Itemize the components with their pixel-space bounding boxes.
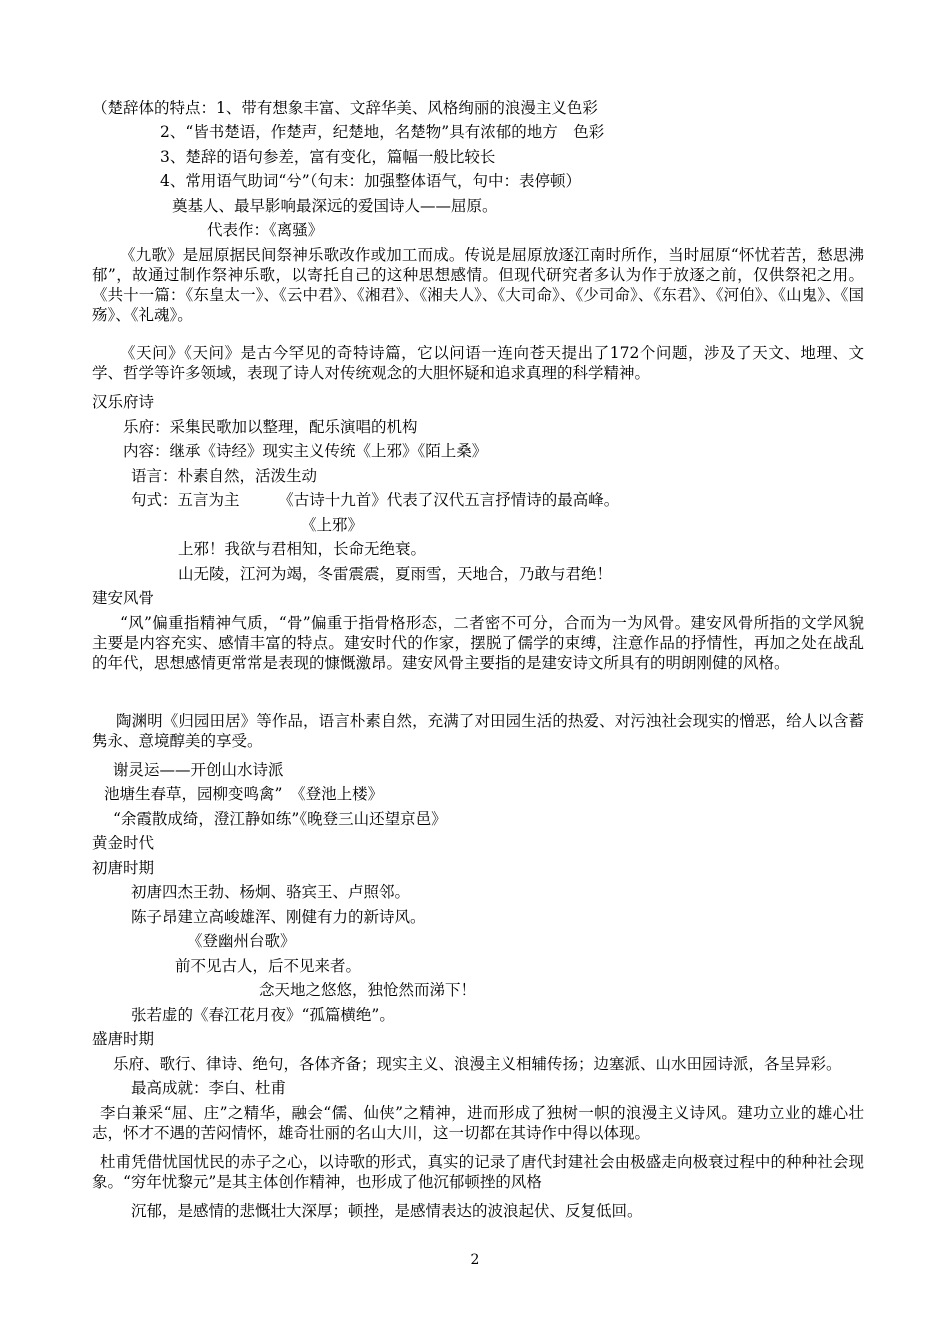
chuci-features-line-1: （楚辞体的特点：1、带有想象丰富、文辞华美、风格绚丽的浪漫主义色彩 xyxy=(92,99,598,117)
chuci-features-line-4: 4、常用语气助词“兮”（句末：加强整体语气，句中：表停顿） xyxy=(160,172,581,190)
poem-line-youzhou-2: 念天地之悠悠，独怆然而涕下！ xyxy=(259,981,477,999)
zhang-ruoxu-line: 张若虚的《春江花月夜》“孤篇横绝”。 xyxy=(131,1006,395,1024)
yuefu-language-line: 语言：朴素自然，活泼生动 xyxy=(131,467,318,485)
section-heading-jian-an: 建安风骨 xyxy=(92,589,155,607)
section-heading-golden-age: 黄金时代 xyxy=(92,834,155,852)
section-heading-early-tang: 初唐时期 xyxy=(92,859,155,877)
li-bai-paragraph: 李白兼采“屈、庄”之精华，融会“儒、仙侠”之精神，进而形成了独树一帜的浪漫主义诗风。建功立业的雄心壮志，怀才不遇的苦闷情怀，雄奇壮丽的名山大川，这一切都在其诗作中得以体现。 xyxy=(92,1104,864,1142)
chenyu-dunc-line: 沉郁，是感情的悲慨壮大深厚；顿挫，是感情表达的波浪起伏、反复低回。 xyxy=(131,1202,643,1220)
jian-an-paragraph: “风”偏重指精神气质，“骨”偏重于指骨格形态，二者密不可分，合而为一为风骨。建安风骨所指的文学风貌主要是内容充实、感情丰富的特点。建安时代的作家，摆脱了儒学的束缚，注意作品的抒情性，再加之处在战乱的年代，思想感情更常常是表现的慷慨激昂。建安风骨主要指的是建安诗文所具有的明朗刚健的风格。 xyxy=(92,614,864,672)
yuefu-form-line: 句式：五言为主 《古诗十九首》代表了汉代五言抒情诗的最高峰。 xyxy=(131,491,620,509)
poem-title-shangye: 《上邪》 xyxy=(301,516,364,534)
high-tang-overview-line: 乐府、歌行、律诗、绝句，各体齐备；现实主义、浪漫主义相辅传扬；边塞派、山水田园诗派，各呈异彩。 xyxy=(113,1055,842,1073)
yuefu-definition-line: 乐府：采集民歌加以整理，配乐演唱的机构 xyxy=(123,418,418,436)
tao-yuanming-paragraph: 陶渊明《归园田居》等作品，语言朴素自然，充满了对田园生活的热爱、对污浊社会现实的憎恶，给人以含蓄隽永、意境醇美的享受。 xyxy=(92,712,864,750)
four-talents-line: 初唐四杰王勃、杨炯、骆宾王、卢照邻。 xyxy=(131,883,411,901)
chen-ziang-line: 陈子昂建立高峻雄浑、刚健有力的新诗风。 xyxy=(131,908,426,926)
poem-line-youzhou-1: 前不见古人，后不见来者。 xyxy=(175,957,362,975)
poem-line-shangye-2: 山无陵，江河为竭，冬雷震震，夏雨雪，天地合，乃敢与君绝！ xyxy=(178,565,613,583)
jiuge-paragraph: 《九歌》是屈原据民间祭神乐歌改作或加工而成。传说是屈原放逐江南时所作，当时屈原“怀忧若苦，愁思沸郁”，故通过制作祭神乐歌，以寄托自己的这种思想感情。但现代研究者多认为作于放逐之前，仅供祭祀之用。《共十一篇：《东皇太一》、《云中君》、《湘君》、《湘夫人》、《大司命》、《少司命》、《东君》、《河伯》、《山鬼》、《国殇》、《礼魂》。 xyxy=(92,246,864,324)
xie-lingyun-line: 谢灵运——开创山水诗派 xyxy=(113,761,284,779)
xie-lingyun-verse-2: “余霞散成绮，澄江静如练”《晚登三山还望京邑》 xyxy=(113,810,447,828)
qu-yuan-line: 奠基人、最早影响最深远的爱国诗人——屈原。 xyxy=(172,197,498,215)
poem-line-shangye-1: 上邪！我欲与君相知，长命无绝衰。 xyxy=(178,540,427,558)
section-heading-high-tang: 盛唐时期 xyxy=(92,1030,155,1048)
yuefu-content-line: 内容：继承《诗经》现实主义传统《上邪》《陌上桑》 xyxy=(123,442,488,460)
representative-work-line: 代表作：《离骚》 xyxy=(207,221,324,239)
xie-lingyun-verse-1: 池塘生春草，园柳变鸣禽” 《登池上楼》 xyxy=(104,785,384,803)
chuci-features-line-2: 2、“皆书楚语，作楚声，纪楚地，名楚物”具有浓郁的地方 色彩 xyxy=(160,123,605,141)
page-number: 2 xyxy=(470,1252,480,1268)
highest-achievement-line: 最高成就：李白、杜甫 xyxy=(131,1079,287,1097)
chuci-features-line-3: 3、楚辞的语句参差，富有变化，篇幅一般比较长 xyxy=(160,148,496,166)
tianwen-paragraph: 《天问》《天问》是古今罕见的奇特诗篇，它以问语一连向苍天提出了172个问题，涉及了天文、地理、文学、哲学等许多领域，表现了诗人对传统观念的大胆怀疑和追求真理的科学精神。 xyxy=(92,344,864,382)
section-heading-han-yuefu: 汉乐府诗 xyxy=(92,393,155,411)
du-fu-paragraph: 杜甫凭借忧国忧民的赤子之心，以诗歌的形式，真实的记录了唐代封建社会由极盛走向极衰过程中的种种社会现象。“穷年忧黎元”是其主体创作精神，也形成了他沉郁顿挫的风格 xyxy=(92,1153,864,1191)
poem-title-youzhou: 《登幽州台歌》 xyxy=(187,932,296,950)
